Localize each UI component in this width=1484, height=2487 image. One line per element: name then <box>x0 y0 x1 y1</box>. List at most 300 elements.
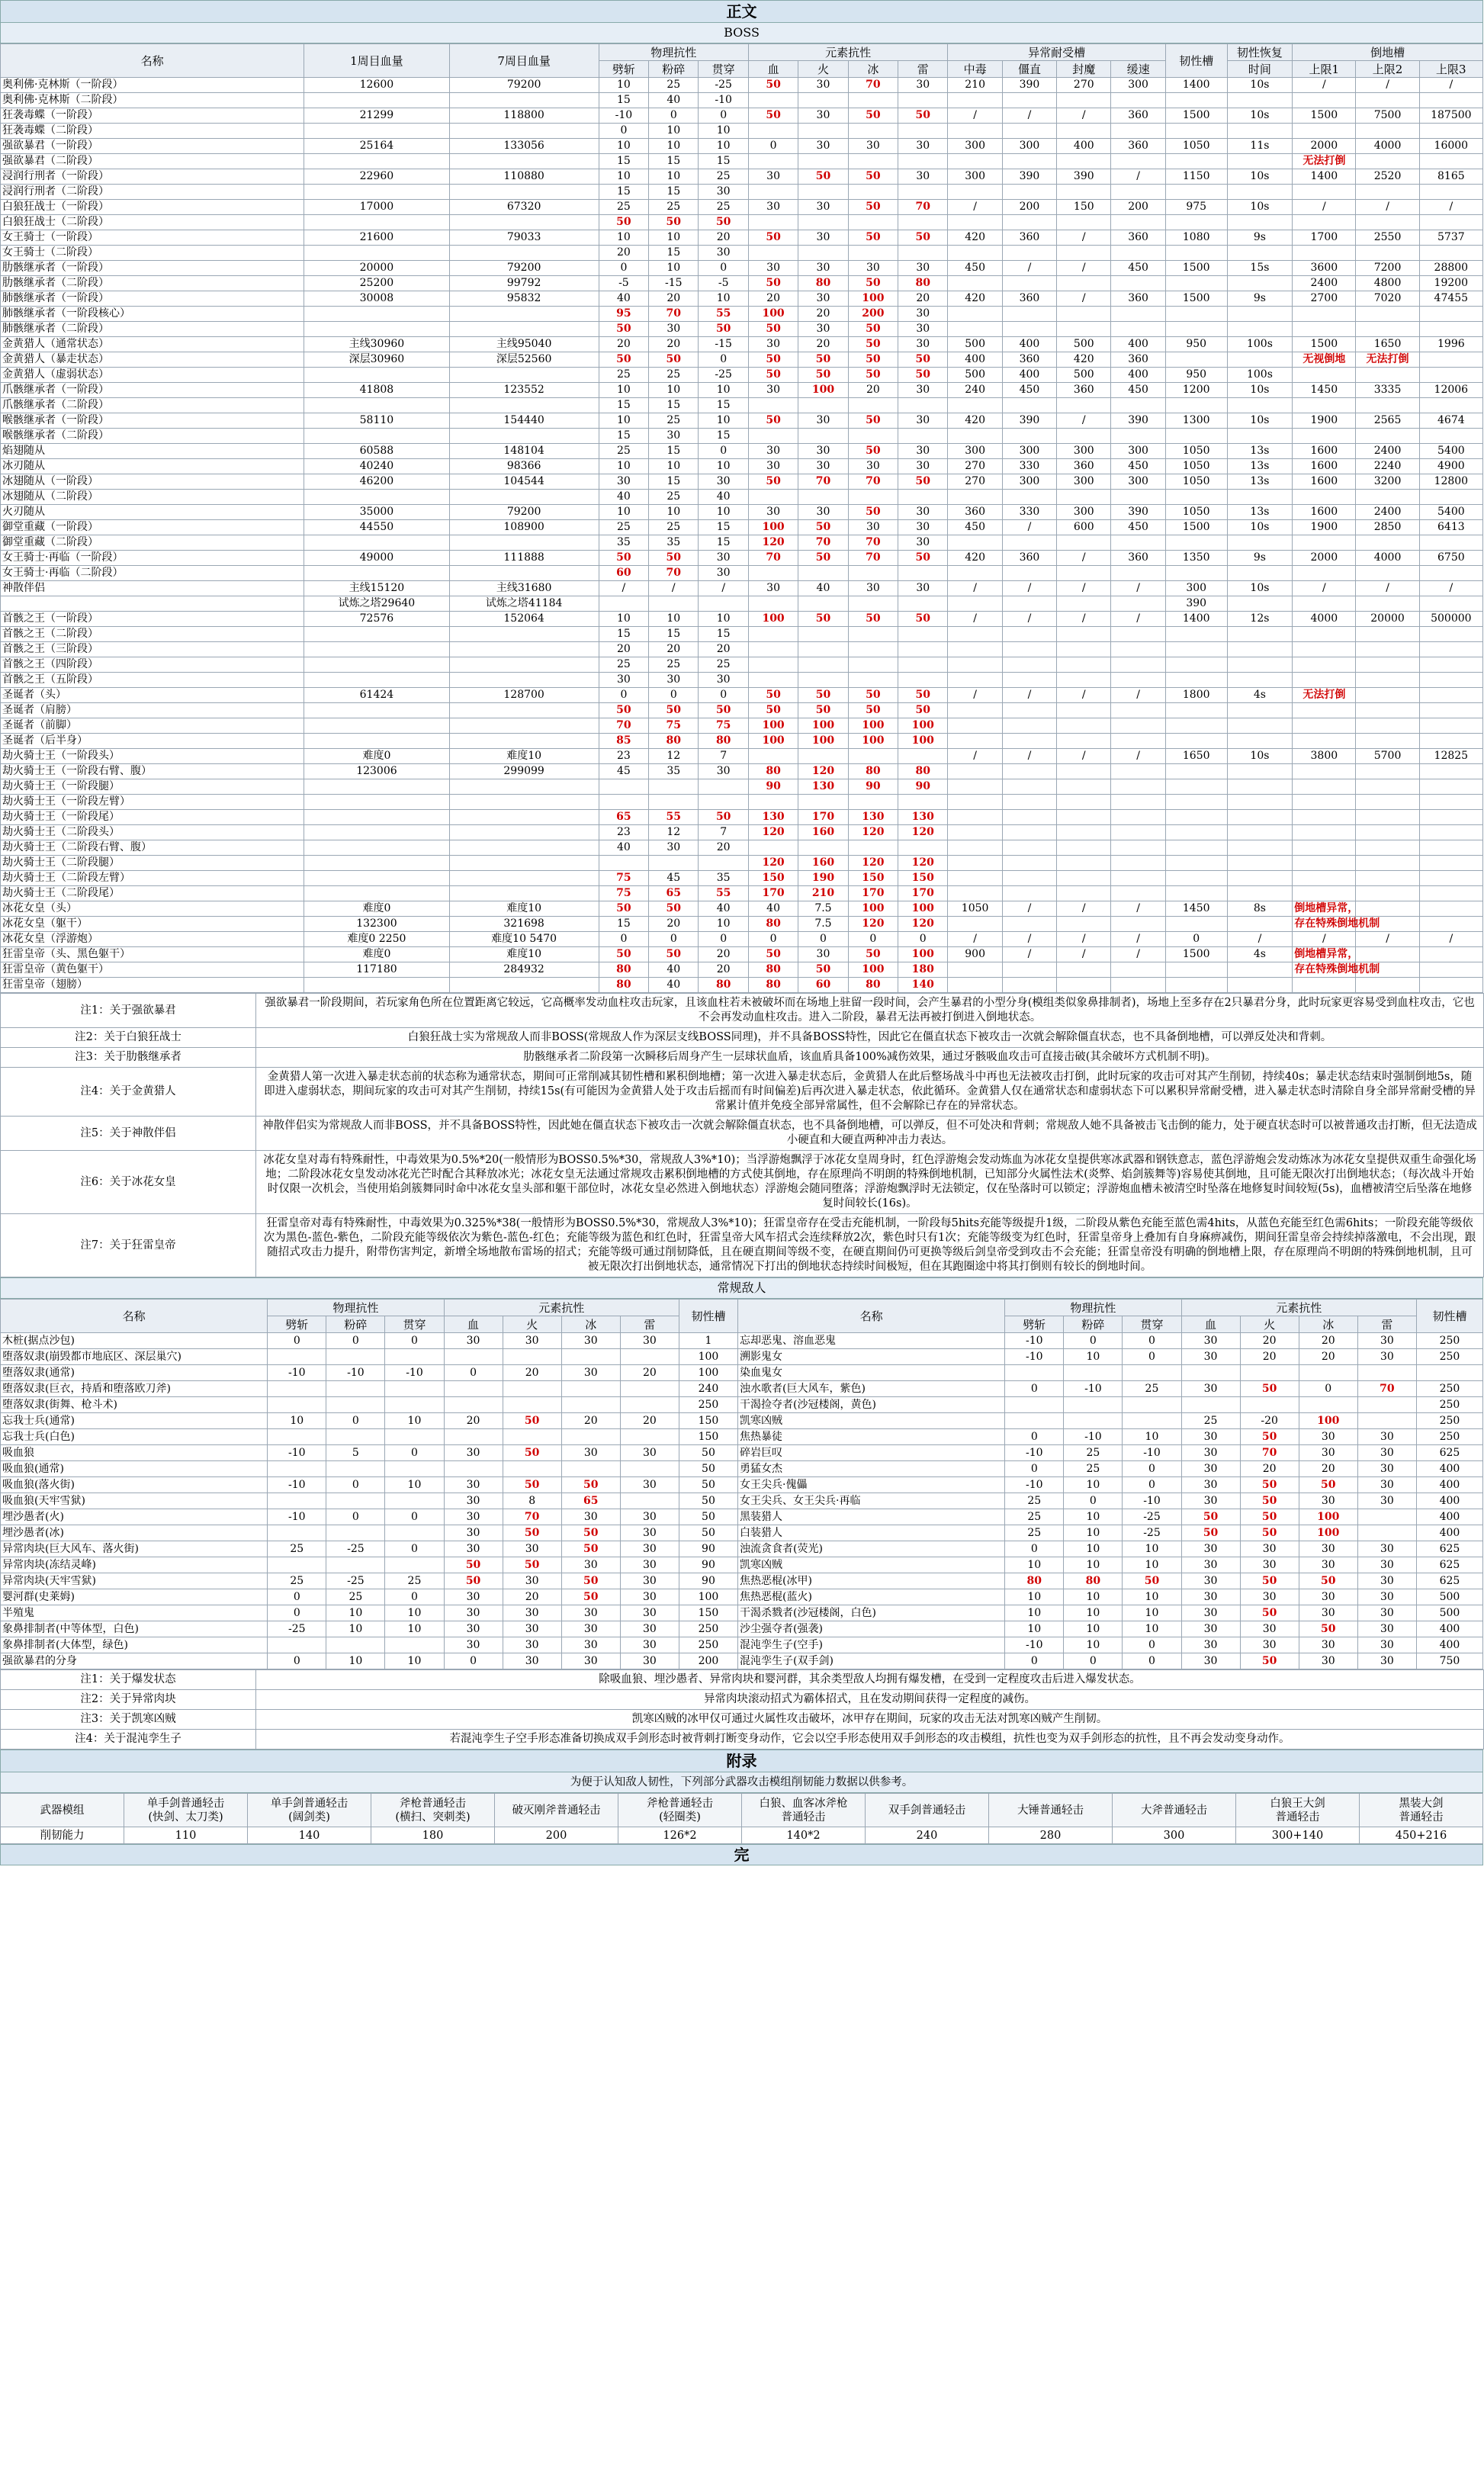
boss-cell: 0 <box>1165 932 1227 947</box>
common-cell: 0 <box>1005 1653 1064 1669</box>
boss-cell: / <box>1293 581 1356 596</box>
boss-cell <box>848 840 898 856</box>
boss-cell <box>449 307 599 322</box>
boss-row <box>1 917 1483 932</box>
boss-cell <box>748 93 798 108</box>
boss-cell: 300 <box>1111 474 1165 490</box>
boss-cell <box>1227 185 1293 200</box>
boss-cell: 50 <box>898 688 948 703</box>
boss-cell: 60 <box>599 566 648 581</box>
common-cell: 20 <box>503 1365 561 1381</box>
boss-cell: 30 <box>748 581 798 596</box>
common-table <box>0 1299 1483 1669</box>
appendix-header: 单手剑普通轻击 (快剑、太刀类) <box>124 1794 248 1827</box>
note-row <box>1 1710 1484 1730</box>
boss-cell <box>898 154 948 169</box>
boss-cell: 35 <box>699 871 748 886</box>
boss-cell: 300 <box>1057 505 1111 520</box>
boss-cell: 25164 <box>304 139 449 154</box>
note-title: 注5：关于神散伴侣 <box>1 1117 256 1151</box>
boss-cell: 12600 <box>304 78 449 93</box>
boss-cell <box>449 825 599 840</box>
boss-cell: 4800 <box>1356 276 1419 291</box>
boss-cell: 55 <box>699 307 748 322</box>
boss-cell: 299099 <box>449 764 599 779</box>
boss-cell <box>1293 627 1356 642</box>
boss-cell <box>798 124 848 139</box>
boss-cell: 存在特殊倒地机制 <box>1293 917 1356 932</box>
boss-cell: / <box>1356 581 1419 596</box>
section-title-main: 正文 <box>0 0 1483 23</box>
boss-cell: 10 <box>649 383 699 398</box>
common-cell: 0 <box>1005 1381 1064 1397</box>
boss-cell: 冰花女皇（头） <box>1 901 304 917</box>
boss-cell: / <box>948 688 1002 703</box>
boss-cell <box>304 185 449 200</box>
boss-row <box>1 352 1483 368</box>
boss-cell: 0 <box>699 261 748 276</box>
common-cell: 30 <box>1240 1541 1299 1557</box>
appendix-value: 240 <box>866 1827 989 1844</box>
boss-cell <box>1227 718 1293 734</box>
boss-cell <box>1111 322 1165 337</box>
common-cell: 250 <box>1416 1381 1482 1397</box>
boss-cell: 1400 <box>1165 612 1227 627</box>
common-cell: 30 <box>620 1653 679 1669</box>
common-cell: 黑装猎人 <box>738 1509 1005 1525</box>
boss-cell <box>898 657 948 673</box>
boss-cell <box>304 657 449 673</box>
boss-row <box>1 825 1483 840</box>
common-cell: 25 <box>1064 1461 1123 1477</box>
boss-cell: 100 <box>748 307 798 322</box>
boss-cell: 5400 <box>1419 444 1482 459</box>
boss-cell <box>898 398 948 413</box>
common-cell <box>1416 1365 1482 1381</box>
boss-row <box>1 124 1483 139</box>
boss-cell: 劫火骑士王（二阶段右臂、腹） <box>1 840 304 856</box>
boss-cell: 10s <box>1227 108 1293 124</box>
note-row <box>1 1690 1484 1710</box>
common-cell: 30 <box>1181 1381 1240 1397</box>
boss-cell <box>1165 215 1227 230</box>
boss-cell <box>449 810 599 825</box>
boss-cell <box>1165 429 1227 444</box>
boss-cell <box>1111 795 1165 810</box>
common-cell <box>503 1381 561 1397</box>
boss-row <box>1 322 1483 337</box>
boss-cell <box>1165 93 1227 108</box>
boss-row <box>1 93 1483 108</box>
boss-cell <box>1165 276 1227 291</box>
boss-cell <box>748 627 798 642</box>
boss-cell: 50 <box>649 901 699 917</box>
boss-cell <box>1002 871 1056 886</box>
common-cell: 30 <box>561 1509 620 1525</box>
boss-cell <box>1002 962 1056 978</box>
common-cell: 0 <box>385 1541 444 1557</box>
boss-cell: / <box>1002 108 1056 124</box>
boss-cell: 25 <box>699 169 748 185</box>
boss-cell <box>848 490 898 505</box>
boss-cell <box>1356 398 1419 413</box>
boss-row <box>1 490 1483 505</box>
boss-cell: 奥利佛·克林斯（二阶段） <box>1 93 304 108</box>
boss-cell: 20 <box>798 337 848 352</box>
common-cell: 白装猎人 <box>738 1525 1005 1541</box>
common-cell: 0 <box>1123 1461 1181 1477</box>
boss-cell <box>1227 596 1293 612</box>
boss-cell: 90 <box>898 779 948 795</box>
boss-cell: 95832 <box>449 291 599 307</box>
boss-cell: 300 <box>1002 139 1056 154</box>
boss-cell: 50 <box>898 474 948 490</box>
boss-cell: 9s <box>1227 230 1293 246</box>
boss-cell <box>1227 703 1293 718</box>
boss-cell: 70 <box>748 551 798 566</box>
boss-cell <box>1111 429 1165 444</box>
boss-cell: 50 <box>748 322 798 337</box>
common-cell: -20 <box>1240 1413 1299 1429</box>
appendix-value: 126*2 <box>618 1827 742 1844</box>
common-cell: 30 <box>1181 1621 1240 1637</box>
boss-cell: / <box>1002 932 1056 947</box>
boss-cell <box>1227 734 1293 749</box>
common-cell: 30 <box>620 1637 679 1653</box>
boss-cell: 1500 <box>1165 291 1227 307</box>
boss-cell: 4000 <box>1293 612 1356 627</box>
common-cell: 400 <box>1416 1477 1482 1493</box>
common-cell: 625 <box>1416 1573 1482 1589</box>
common-cell <box>444 1381 503 1397</box>
boss-cell: 40 <box>649 93 699 108</box>
common-cell: 0 <box>326 1509 385 1525</box>
common-cell: 象鼻排制者(大体型，绿色) <box>1 1637 268 1653</box>
common-col-sub: 火 <box>1240 1316 1299 1333</box>
boss-cell: 浸润行刑者（一阶段） <box>1 169 304 185</box>
common-cell: 0 <box>268 1589 326 1605</box>
common-cell: 50 <box>1240 1477 1299 1493</box>
common-cell: 30 <box>1299 1557 1357 1573</box>
boss-cell <box>1356 779 1419 795</box>
appendix-value: 110 <box>124 1827 248 1844</box>
boss-cell <box>948 276 1002 291</box>
boss-cell: 女王骑士（一阶段） <box>1 230 304 246</box>
boss-cell <box>748 795 798 810</box>
boss-cell: 6750 <box>1419 551 1482 566</box>
boss-cell: 30 <box>798 505 848 520</box>
boss-cell <box>449 734 599 749</box>
boss-cell <box>1419 795 1482 810</box>
boss-cell: 30008 <box>304 291 449 307</box>
common-col-sub: 劈斩 <box>1005 1316 1064 1333</box>
boss-row <box>1 551 1483 566</box>
common-cell: 30 <box>1181 1637 1240 1653</box>
boss-cell: 500000 <box>1419 612 1482 627</box>
boss-cell <box>599 795 648 810</box>
boss-cell: 170 <box>798 810 848 825</box>
common-cell: 30 <box>1240 1557 1299 1573</box>
common-cell <box>1005 1413 1064 1429</box>
boss-cell: 300 <box>1057 474 1111 490</box>
common-cell: 30 <box>1357 1333 1416 1349</box>
boss-cell: 420 <box>948 413 1002 429</box>
boss-cell: 450 <box>1111 459 1165 474</box>
boss-cell <box>1002 734 1056 749</box>
common-cell <box>1064 1365 1123 1381</box>
common-cell: 50 <box>679 1445 737 1461</box>
boss-cell: 20 <box>748 291 798 307</box>
boss-cell: 17000 <box>304 200 449 215</box>
boss-cell: 20 <box>599 337 648 352</box>
common-cell: 50 <box>561 1477 620 1493</box>
boss-cell: 19200 <box>1419 276 1482 291</box>
boss-cell <box>1002 490 1056 505</box>
common-cell: 10 <box>1123 1621 1181 1637</box>
boss-cell: 200 <box>848 307 898 322</box>
boss-cell: 40 <box>599 840 648 856</box>
common-cell: 30 <box>1181 1557 1240 1573</box>
boss-cell: 50 <box>848 322 898 337</box>
boss-cell: 1900 <box>1293 520 1356 535</box>
common-cell: 50 <box>561 1589 620 1605</box>
common-cell: 30 <box>620 1477 679 1493</box>
common-cell: 30 <box>620 1573 679 1589</box>
common-cell: 30 <box>1357 1429 1416 1445</box>
boss-cell <box>1002 124 1056 139</box>
boss-cell: 150 <box>748 871 798 886</box>
common-cell: 50 <box>561 1541 620 1557</box>
boss-cell: 23 <box>599 825 648 840</box>
common-cell: 10 <box>1064 1589 1123 1605</box>
common-cell <box>326 1381 385 1397</box>
boss-cell: 420 <box>948 291 1002 307</box>
boss-cell: / <box>1293 200 1356 215</box>
boss-cell <box>1293 810 1356 825</box>
boss-cell: 950 <box>1165 368 1227 383</box>
boss-cell <box>898 185 948 200</box>
boss-row <box>1 688 1483 703</box>
boss-cell: 4s <box>1227 688 1293 703</box>
boss-cell: 210 <box>948 78 1002 93</box>
boss-cell <box>1165 718 1227 734</box>
boss-cell: 主线95040 <box>449 337 599 352</box>
boss-cell <box>798 673 848 688</box>
boss-cell: / <box>1111 947 1165 962</box>
common-cell: 30 <box>1240 1637 1299 1653</box>
common-cell: 0 <box>1123 1637 1181 1653</box>
boss-cell <box>1165 840 1227 856</box>
boss-cell: / <box>948 108 1002 124</box>
boss-cell: 首骸之王（一阶段） <box>1 612 304 627</box>
boss-cell: 2520 <box>1356 169 1419 185</box>
boss-cell: 1050 <box>948 901 1002 917</box>
boss-cell <box>1356 368 1419 383</box>
col-sub-2: 贯穿 <box>699 61 748 78</box>
common-cell: 10 <box>1123 1605 1181 1621</box>
boss-cell <box>1057 886 1111 901</box>
boss-cell: 1050 <box>1165 139 1227 154</box>
boss-cell <box>1111 871 1165 886</box>
boss-row <box>1 383 1483 398</box>
boss-cell: 120 <box>748 535 798 551</box>
note-row <box>1 1670 1484 1690</box>
boss-cell <box>798 154 848 169</box>
col-sub-5: 冰 <box>848 61 898 78</box>
boss-cell: 10 <box>599 78 648 93</box>
appendix-title: 附录 <box>0 1750 1483 1772</box>
boss-cell <box>1356 825 1419 840</box>
common-cell: 50 <box>679 1477 737 1493</box>
common-cell: 30 <box>1357 1621 1416 1637</box>
boss-cell: 50 <box>848 200 898 215</box>
boss-cell <box>1002 642 1056 657</box>
boss-cell: -15 <box>649 276 699 291</box>
boss-cell <box>1419 398 1482 413</box>
boss-cell: / <box>1057 947 1111 962</box>
boss-cell: 360 <box>1057 459 1111 474</box>
boss-cell: 火刃随从 <box>1 505 304 520</box>
boss-cell: / <box>1057 749 1111 764</box>
common-cell: 20 <box>1240 1461 1299 1477</box>
boss-cell <box>1057 642 1111 657</box>
common-cell: 碎岩巨叹 <box>738 1445 1005 1461</box>
boss-cell: 50 <box>748 474 798 490</box>
col-recover-time: 时间 <box>1227 61 1293 78</box>
boss-cell: 80 <box>848 978 898 993</box>
boss-cell: 80 <box>748 764 798 779</box>
boss-cell: 0 <box>599 932 648 947</box>
boss-cell: 1500 <box>1165 947 1227 962</box>
boss-cell: 1600 <box>1293 459 1356 474</box>
common-cell: 30 <box>444 1525 503 1541</box>
boss-cell: 50 <box>798 688 848 703</box>
common-col-elem: 元素抗性 <box>1181 1300 1416 1316</box>
boss-cell <box>1419 673 1482 688</box>
boss-section-title: BOSS <box>0 23 1483 43</box>
boss-cell <box>848 154 898 169</box>
common-row <box>1 1445 1483 1461</box>
boss-cell: 20 <box>649 642 699 657</box>
boss-cell: 40 <box>798 581 848 596</box>
boss-cell: 100 <box>748 520 798 535</box>
boss-cell <box>1293 856 1356 871</box>
boss-cell: 冰刃随从 <box>1 459 304 474</box>
boss-cell: 10 <box>699 291 748 307</box>
col-sub-limit-2: 上限3 <box>1419 61 1482 78</box>
boss-cell: 80 <box>699 978 748 993</box>
boss-cell <box>1002 215 1056 230</box>
boss-cell <box>1057 154 1111 169</box>
common-cell: 30 <box>444 1589 503 1605</box>
boss-cell <box>1165 307 1227 322</box>
note-row <box>1 1730 1484 1750</box>
note-title: 注4：关于金黄猎人 <box>1 1068 256 1117</box>
boss-cell: 100 <box>848 901 898 917</box>
boss-cell: 360 <box>1111 139 1165 154</box>
note-title: 注7：关于狂雷皇帝 <box>1 1214 256 1277</box>
boss-cell: 50 <box>848 612 898 627</box>
boss-cell <box>1356 947 1419 962</box>
boss-cell: 0 <box>599 261 648 276</box>
boss-cell: 1900 <box>1293 413 1356 429</box>
common-cell: 30 <box>561 1605 620 1621</box>
col-phys: 物理抗性 <box>599 44 748 61</box>
common-cell: 30 <box>620 1621 679 1637</box>
boss-cell <box>1057 276 1111 291</box>
common-cell: 30 <box>1181 1605 1240 1621</box>
boss-cell <box>1165 490 1227 505</box>
boss-cell: 148104 <box>449 444 599 459</box>
boss-cell <box>1356 840 1419 856</box>
note-body: 冰花女皇对毒有特殊耐性，中毒效果为0.5%*20(一般情形为BOSS0.5%*30，常规敌人3%*10)；当浮游炮飘浮于冰花女皇周身时，红色浮游炮会发动炼血为冰花女皇提供寒冰武器和钢铁意志，蓝色浮游炮会发动炼冰为冰花女皇提供双重生命强化场地；二阶段冰花女皇发动冰花光芒时配合其释放冰光；冰花女皇无法通过常规攻击累积倒地槽的方式使其倒地，存在原理尚不明朗的特殊倒地机制，已知部分火属性法术(炎弊、焰剑簇舞等)容易使其倒地，且可能无限次打出倒地状态；（每次战斗开始时仅限一次机会，当使用焰剑簇舞同时命中冰花女皇头部和躯干部位时，冰花女皇必然进入倒地状态）浮游炮会随同堕落；浮游炮飘浮时无法锁定，仅在坠落时可以锁定；浮游炮血槽未被清空时坠落在地修复时间较短(5s)，血槽被清空后坠落在地修复时间较长(16s)。 <box>256 1151 1484 1214</box>
boss-cell: 12s <box>1227 612 1293 627</box>
common-cell <box>1299 1397 1357 1413</box>
boss-cell: 30 <box>649 429 699 444</box>
common-cell: 30 <box>444 1637 503 1653</box>
boss-cell: 400 <box>1111 368 1165 383</box>
boss-cell <box>304 215 449 230</box>
boss-cell: 65 <box>599 810 648 825</box>
note-body: 神散伴侣实为常规敌人而非BOSS，并不具备BOSS特性，因此她在僵直状态下被攻击一次就会解除僵直状态，也不具备倒地槽，可以弹反，但不可处决和背刺；常规敌人她不具备被击飞击倒的能力，处于硬直状态时可以被普通攻击打断，但无法造成小硬直和大硬直两种冲击力表达。 <box>256 1117 1484 1151</box>
boss-cell: / <box>699 581 748 596</box>
boss-cell <box>948 322 1002 337</box>
boss-cell <box>449 779 599 795</box>
boss-cell <box>1356 703 1419 718</box>
boss-cell <box>898 93 948 108</box>
boss-cell <box>898 795 948 810</box>
common-cell: 100 <box>679 1589 737 1605</box>
boss-row <box>1 169 1483 185</box>
common-cell <box>1123 1365 1181 1381</box>
boss-cell: 100 <box>848 734 898 749</box>
boss-cell <box>1057 215 1111 230</box>
boss-cell <box>304 535 449 551</box>
boss-cell: 300 <box>1111 78 1165 93</box>
boss-cell: 2850 <box>1356 520 1419 535</box>
boss-cell <box>1002 322 1056 337</box>
col-down: 倒地槽 <box>1293 44 1483 61</box>
common-cell <box>268 1557 326 1573</box>
boss-cell: 500 <box>948 337 1002 352</box>
common-cell: 0 <box>1123 1333 1181 1349</box>
boss-cell <box>948 718 1002 734</box>
note-row <box>1 1151 1484 1214</box>
boss-cell <box>1293 307 1356 322</box>
boss-cell <box>848 795 898 810</box>
common-cell: 50 <box>561 1573 620 1589</box>
common-row <box>1 1365 1483 1381</box>
boss-cell: 2000 <box>1293 551 1356 566</box>
end-marker: 完 <box>0 1844 1483 1865</box>
boss-cell <box>304 856 449 871</box>
boss-cell: 100 <box>798 718 848 734</box>
boss-cell: 倒地槽异常， <box>1293 901 1356 917</box>
common-cell: 30 <box>1181 1541 1240 1557</box>
common-cell: 250 <box>1416 1429 1482 1445</box>
common-cell <box>1123 1397 1181 1413</box>
boss-cell: 390 <box>1002 413 1056 429</box>
boss-cell: 30 <box>798 444 848 459</box>
boss-cell: 450 <box>948 520 1002 535</box>
boss-cell: 25 <box>649 368 699 383</box>
boss-cell: 深层30960 <box>304 352 449 368</box>
boss-cell: 15 <box>699 535 748 551</box>
boss-cell: 20 <box>699 947 748 962</box>
common-cell: 干渴杀戮者(沙冠楼阁，白色) <box>738 1605 1005 1621</box>
common-row <box>1 1333 1483 1349</box>
boss-cell: 9s <box>1227 291 1293 307</box>
